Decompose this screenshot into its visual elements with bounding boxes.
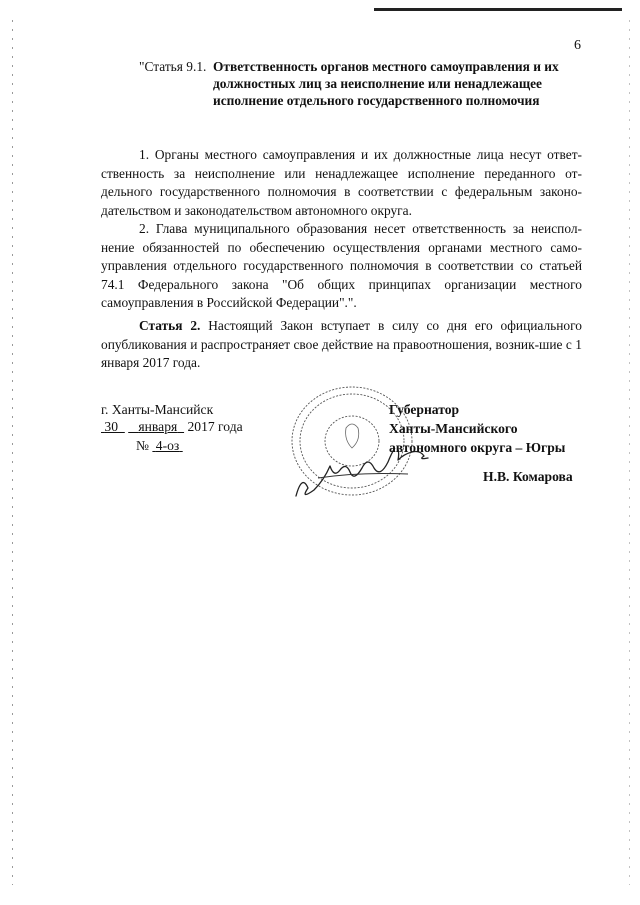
article-2-label: Статья 2. (139, 318, 201, 333)
signing-place: г. Ханты-Мансийск (101, 402, 214, 417)
governor-signature (288, 448, 468, 508)
left-scan-edge (12, 20, 13, 885)
page-number: 6 (574, 38, 581, 53)
article-9-1-heading (139, 58, 589, 109)
governor-line-2: Ханты-Мансийского (389, 421, 518, 436)
right-scan-edge (629, 20, 630, 885)
signing-year: 2017 года (187, 419, 243, 434)
article-9-1-title: Ответственность органов местного самоуправления и их должностных лиц за неисполнение или ненадлежащее исполнение отдельного государственного полномочия (213, 59, 559, 108)
article-2 (101, 317, 582, 373)
governor-title (389, 400, 565, 457)
law-number-prefix: № (136, 438, 149, 453)
governor-line-3: автономного округа – Югры (389, 440, 566, 455)
law-number-value: 4-оз (155, 438, 180, 453)
signing-day: 30 (104, 419, 118, 434)
article-2-paragraph (101, 317, 582, 373)
paragraph-2: 2. Глава муниципального образования несет ответственность за неиспол-нение обязанностей по обеспечению осуществления органами местного само-управления отдельного государственного полномочия в соответствии со статьей 74.1 Федерального закона "Об общих принципах организации местного самоуправления в Российской Федерации".". (101, 221, 582, 310)
governor-line-1: Губернатор (389, 402, 460, 417)
article-9-1-body (101, 146, 582, 313)
article-9-1-prefix: "Статья 9.1. (139, 59, 207, 74)
signing-month: января (138, 419, 178, 434)
governor-name: Н.В. Комарова (483, 469, 573, 484)
law-number (136, 438, 183, 454)
signing-date (101, 419, 243, 435)
top-border-line (374, 8, 622, 11)
article-2-text: Настоящий Закон вступает в силу со дня его официального опубликования и распространяет свое действие на правоотношения, возник-шие с 1 января 2017 года. (101, 318, 582, 370)
paragraph-1: 1. Органы местного самоуправления и их должностные лица несут ответ-ственность за неисполнение или ненадлежащее исполнение переданного от-дельного государственного полномочия в соответствии с федеральным законо-дательством и законодательством автономного округа. (101, 147, 582, 218)
